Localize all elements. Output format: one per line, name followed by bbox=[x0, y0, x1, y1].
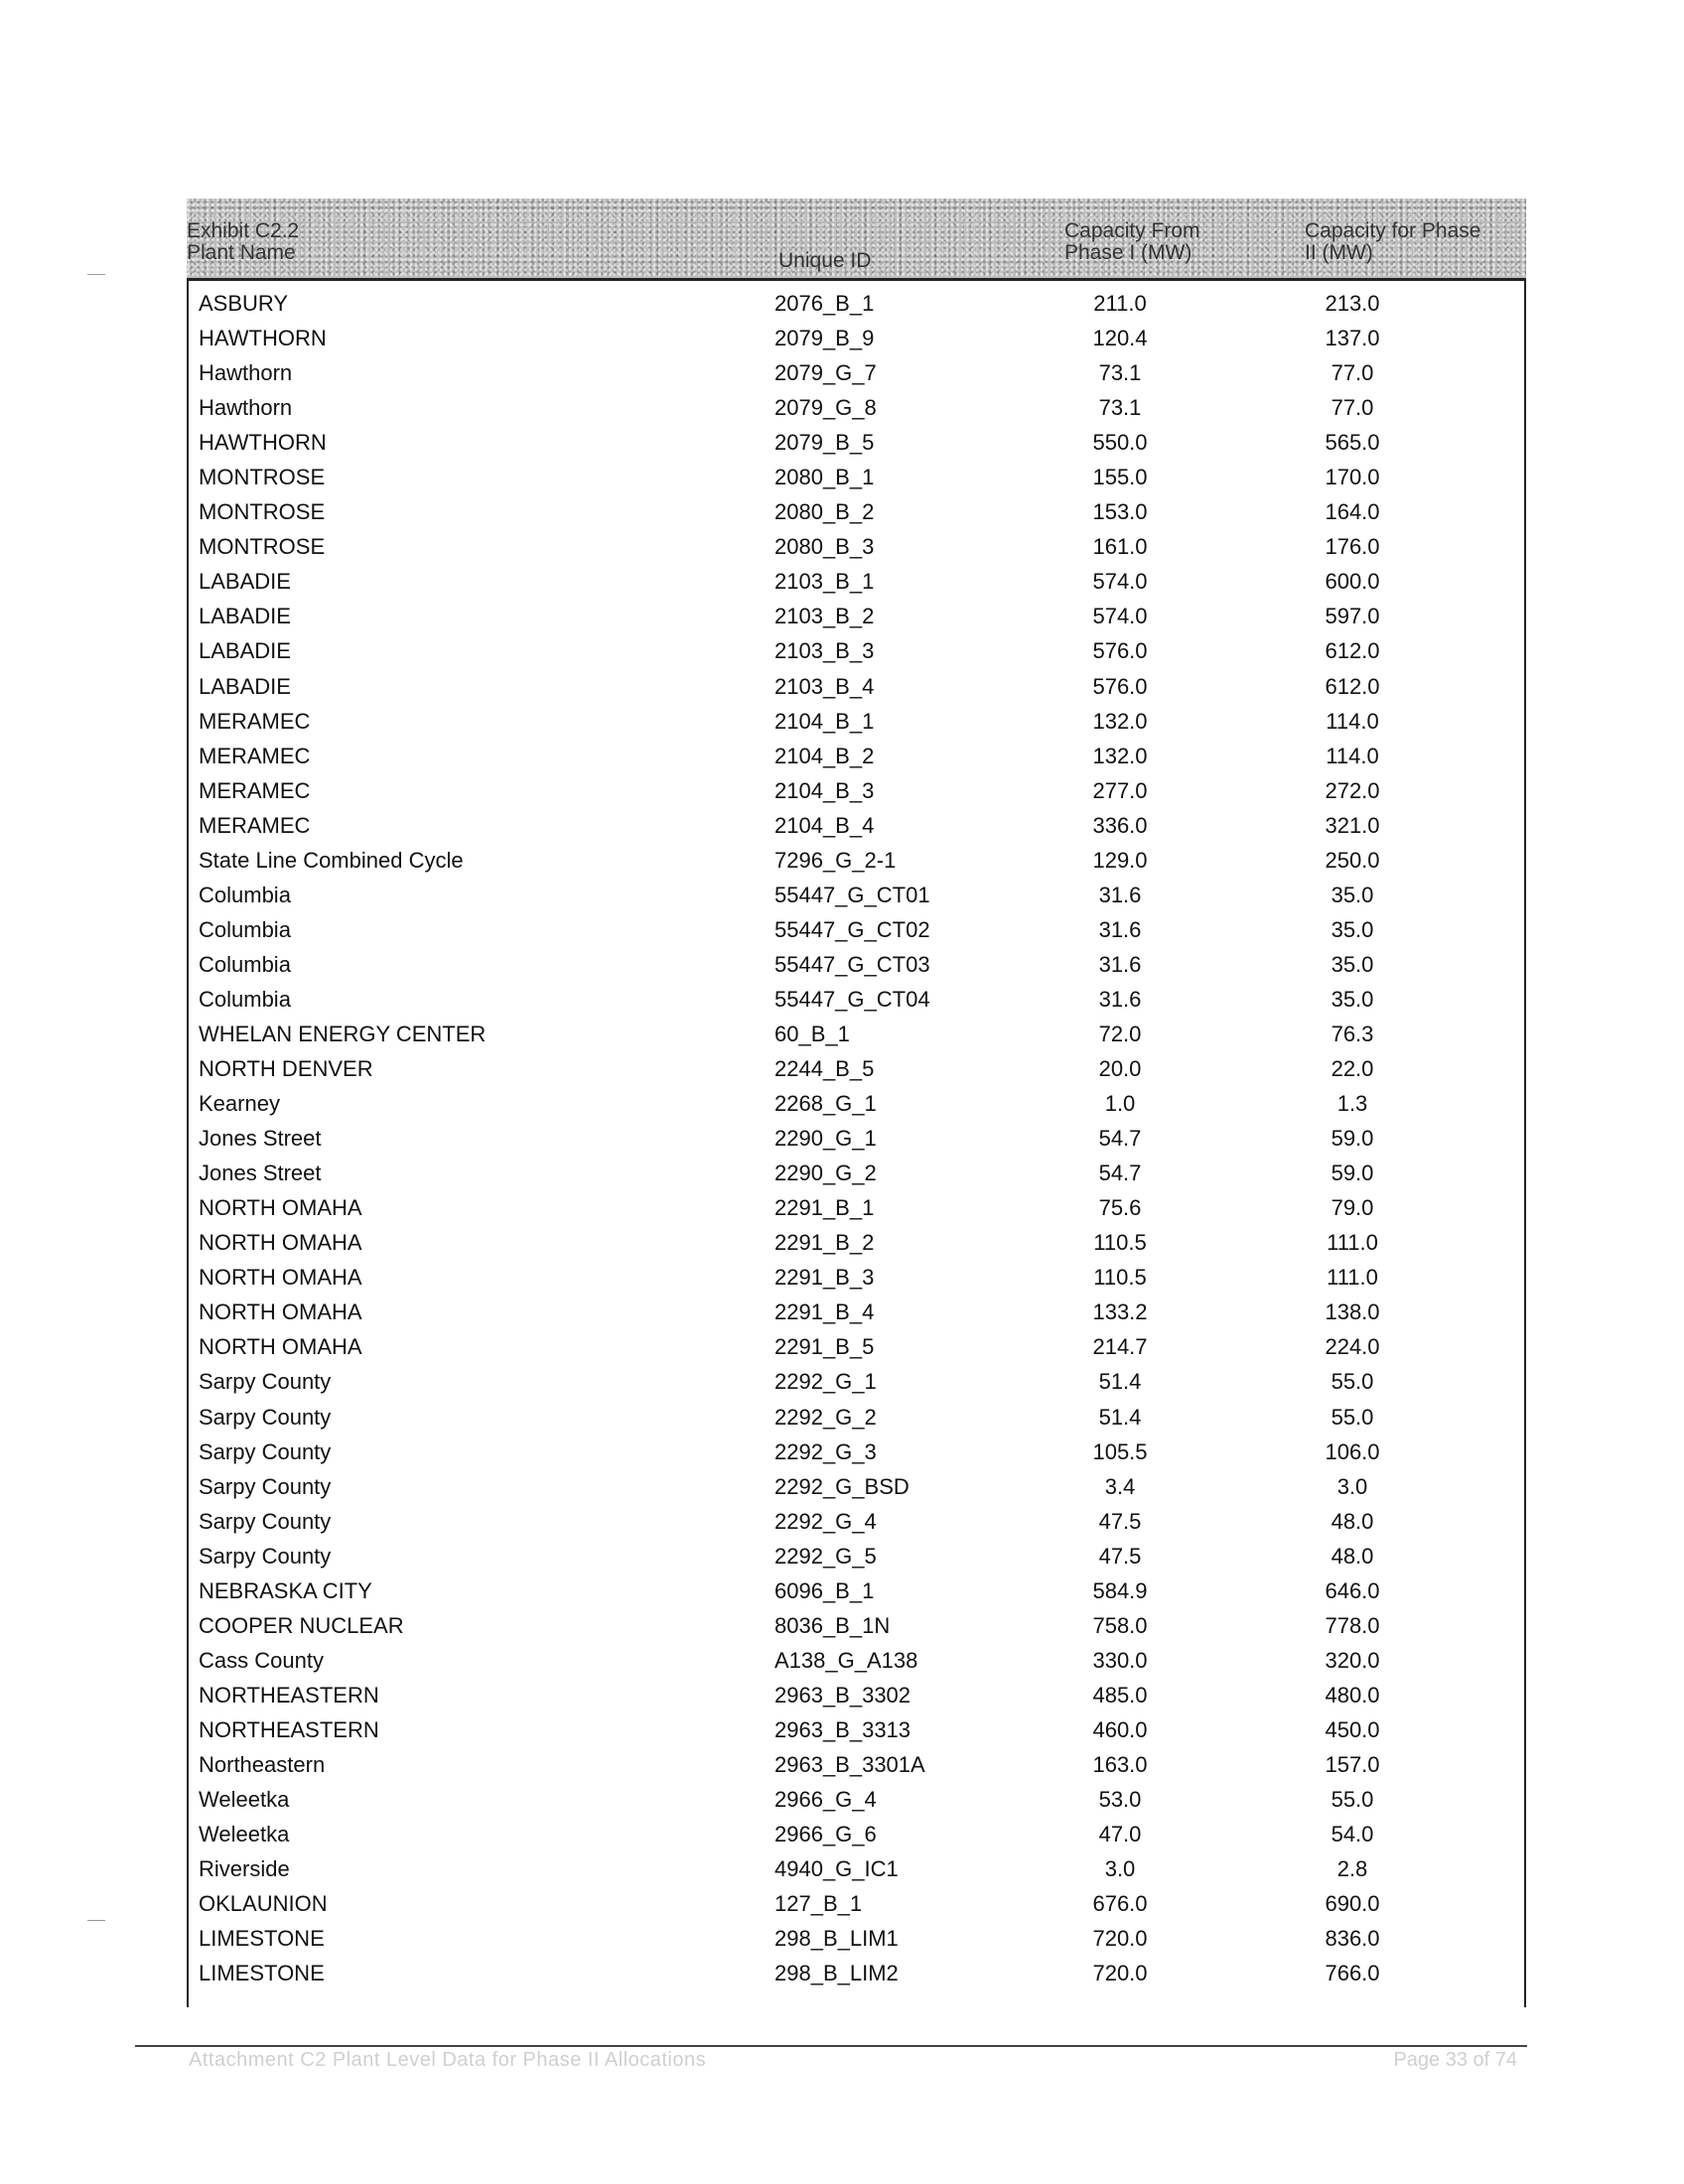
capacity-phase2-cell: 2.8 bbox=[1336, 1856, 1368, 1882]
unique-id-cell: 60_B_1 bbox=[774, 1021, 850, 1046]
capacity-phase2-cell: 48.0 bbox=[1331, 1508, 1374, 1534]
capacity-phase1-cell: 72.0 bbox=[1098, 1021, 1142, 1046]
capacity-phase1-cell: 211.0 bbox=[1093, 291, 1147, 316]
capacity-phase1-cell: 120.4 bbox=[1092, 326, 1148, 351]
capacity-phase2-cell: 35.0 bbox=[1331, 882, 1374, 907]
plant-name-cell: HAWTHORN bbox=[199, 326, 327, 351]
unique-id-cell: 2244_B_5 bbox=[774, 1056, 875, 1082]
capacity-phase1-cell: 129.0 bbox=[1092, 847, 1148, 873]
unique-id-cell: 2290_G_2 bbox=[774, 1160, 877, 1186]
capacity-phase2-cell: 272.0 bbox=[1325, 777, 1380, 803]
plant-name-cell: MERAMEC bbox=[199, 812, 311, 838]
unique-id-cell: 2292_G_2 bbox=[774, 1404, 877, 1430]
unique-id-cell: 2103_B_3 bbox=[774, 638, 875, 664]
table-row bbox=[187, 599, 1526, 633]
capacity-phase2-cell: 79.0 bbox=[1331, 1195, 1374, 1221]
capacity-phase2-cell: 55.0 bbox=[1331, 1404, 1374, 1430]
plant-name-cell: MONTROSE bbox=[199, 465, 326, 490]
capacity-phase1-cell: 51.4 bbox=[1098, 1404, 1142, 1430]
unique-id-cell: 2292_G_BSD bbox=[774, 1473, 910, 1499]
plant-name-cell: LABADIE bbox=[199, 569, 291, 595]
capacity-phase1-cell: 132.0 bbox=[1092, 743, 1148, 768]
plant-name-cell: Columbia bbox=[199, 916, 291, 942]
capacity-phase2-cell: 35.0 bbox=[1331, 951, 1374, 977]
plant-name-cell: Jones Street bbox=[199, 1126, 322, 1152]
header-unique-id: Unique ID bbox=[778, 249, 872, 272]
capacity-phase2-cell: 836.0 bbox=[1325, 1926, 1380, 1952]
capacity-phase1-cell: 110.5 bbox=[1093, 1230, 1147, 1256]
capacity-phase2-cell: 321.0 bbox=[1325, 812, 1380, 838]
plant-name-cell: NORTH DENVER bbox=[199, 1056, 373, 1082]
capacity-phase2-cell: 320.0 bbox=[1325, 1647, 1380, 1673]
header-exhibit: Exhibit C2.2 bbox=[187, 219, 300, 242]
capacity-phase1-cell: 3.0 bbox=[1104, 1856, 1136, 1882]
header-cap1-line1: Capacity From bbox=[1064, 219, 1200, 242]
unique-id-cell: 2292_G_4 bbox=[774, 1508, 877, 1534]
capacity-phase1-cell: 550.0 bbox=[1092, 430, 1148, 456]
unique-id-cell: 298_B_LIM2 bbox=[774, 1961, 899, 1986]
table-row bbox=[187, 1643, 1526, 1678]
table-row bbox=[187, 286, 1526, 321]
plant-name-cell: OKLAUNION bbox=[199, 1891, 328, 1917]
table-row bbox=[187, 1190, 1526, 1225]
unique-id-cell: 8036_B_1N bbox=[774, 1612, 891, 1638]
plant-name-cell: LABADIE bbox=[199, 638, 291, 664]
capacity-phase1-cell: 153.0 bbox=[1092, 499, 1148, 525]
footer-rule bbox=[135, 2045, 1527, 2047]
capacity-phase2-cell: 157.0 bbox=[1325, 1751, 1380, 1777]
unique-id-cell: 2103_B_4 bbox=[774, 673, 875, 699]
unique-id-cell: 2291_B_4 bbox=[774, 1299, 875, 1325]
capacity-phase1-cell: 51.4 bbox=[1098, 1369, 1142, 1395]
plant-name-cell: MONTROSE bbox=[199, 534, 326, 560]
margin-mark bbox=[87, 274, 105, 275]
unique-id-cell: 2104_B_1 bbox=[774, 708, 875, 734]
capacity-phase1-cell: 31.6 bbox=[1098, 916, 1142, 942]
plant-name-cell: NORTH OMAHA bbox=[199, 1334, 362, 1360]
table-row bbox=[187, 704, 1526, 739]
table-row bbox=[187, 1608, 1526, 1643]
unique-id-cell: 2104_B_3 bbox=[774, 777, 875, 803]
header-plant-label: Plant Name bbox=[187, 241, 296, 264]
header-cap2-line1: Capacity for Phase bbox=[1305, 219, 1481, 242]
table-row bbox=[187, 529, 1526, 564]
capacity-phase2-cell: 76.3 bbox=[1331, 1021, 1374, 1046]
capacity-phase1-cell: 676.0 bbox=[1092, 1891, 1148, 1917]
table-row bbox=[187, 1400, 1526, 1434]
capacity-phase2-cell: 778.0 bbox=[1325, 1612, 1380, 1638]
unique-id-cell: 2290_G_1 bbox=[774, 1126, 877, 1152]
plant-name-cell: NORTH OMAHA bbox=[199, 1299, 362, 1325]
margin-mark bbox=[87, 1920, 105, 1921]
capacity-phase1-cell: 31.6 bbox=[1098, 986, 1142, 1012]
table-row bbox=[187, 390, 1526, 425]
table-row bbox=[187, 564, 1526, 599]
capacity-phase1-cell: 460.0 bbox=[1092, 1716, 1148, 1742]
capacity-phase2-cell: 1.3 bbox=[1336, 1091, 1368, 1117]
table-row bbox=[187, 1051, 1526, 1086]
capacity-phase2-cell: 114.0 bbox=[1326, 708, 1379, 734]
table-body bbox=[187, 286, 1526, 1990]
table-row bbox=[187, 843, 1526, 878]
plant-name-cell: MERAMEC bbox=[199, 743, 311, 768]
plant-name-cell: Jones Street bbox=[199, 1160, 322, 1186]
table-row bbox=[187, 808, 1526, 843]
unique-id-cell: 2963_B_3301A bbox=[774, 1751, 925, 1777]
capacity-phase1-cell: 3.4 bbox=[1104, 1473, 1136, 1499]
table-row bbox=[187, 1678, 1526, 1712]
capacity-phase1-cell: 73.1 bbox=[1098, 395, 1142, 421]
table-row bbox=[187, 1225, 1526, 1260]
plant-name-cell: Riverside bbox=[199, 1856, 290, 1882]
plant-name-cell: State Line Combined Cycle bbox=[199, 847, 464, 873]
capacity-phase1-cell: 574.0 bbox=[1092, 569, 1148, 595]
table-row bbox=[187, 460, 1526, 494]
table-row bbox=[187, 1434, 1526, 1469]
table-row bbox=[187, 1364, 1526, 1399]
table-row bbox=[187, 1469, 1526, 1504]
plant-name-cell: NORTHEASTERN bbox=[199, 1682, 379, 1707]
capacity-phase2-cell: 450.0 bbox=[1325, 1716, 1380, 1742]
unique-id-cell: 2104_B_2 bbox=[774, 743, 875, 768]
exhibit-table bbox=[187, 199, 1526, 2007]
table-row bbox=[187, 912, 1526, 947]
plant-name-cell: Columbia bbox=[199, 882, 291, 907]
unique-id-cell: 2292_G_3 bbox=[774, 1438, 877, 1464]
table-row bbox=[187, 1747, 1526, 1782]
capacity-phase2-cell: 111.0 bbox=[1327, 1230, 1378, 1256]
table-row bbox=[187, 425, 1526, 460]
table-header bbox=[187, 199, 1526, 281]
unique-id-cell: 2966_G_6 bbox=[774, 1822, 877, 1847]
plant-name-cell: NORTH OMAHA bbox=[199, 1195, 362, 1221]
unique-id-cell: 2104_B_4 bbox=[774, 812, 875, 838]
unique-id-cell: 2080_B_2 bbox=[774, 499, 875, 525]
capacity-phase1-cell: 720.0 bbox=[1092, 1961, 1148, 1986]
plant-name-cell: MONTROSE bbox=[199, 499, 326, 525]
capacity-phase1-cell: 720.0 bbox=[1092, 1926, 1148, 1952]
plant-name-cell: Cass County bbox=[199, 1647, 324, 1673]
capacity-phase2-cell: 600.0 bbox=[1325, 569, 1380, 595]
plant-name-cell: Weleetka bbox=[199, 1822, 290, 1847]
capacity-phase1-cell: 31.6 bbox=[1098, 882, 1142, 907]
capacity-phase1-cell: 155.0 bbox=[1092, 465, 1148, 490]
unique-id-cell: 2103_B_2 bbox=[774, 604, 875, 629]
capacity-phase2-cell: 54.0 bbox=[1331, 1822, 1374, 1847]
header-capacity-phase1 bbox=[1064, 220, 1200, 264]
capacity-phase1-cell: 574.0 bbox=[1092, 604, 1148, 629]
unique-id-cell: 2080_B_1 bbox=[774, 465, 875, 490]
capacity-phase1-cell: 47.0 bbox=[1098, 1822, 1142, 1847]
header-plant-name bbox=[187, 220, 299, 264]
capacity-phase2-cell: 138.0 bbox=[1325, 1299, 1380, 1325]
capacity-phase2-cell: 59.0 bbox=[1331, 1160, 1374, 1186]
plant-name-cell: Sarpy County bbox=[199, 1473, 332, 1499]
capacity-phase1-cell: 576.0 bbox=[1092, 638, 1148, 664]
capacity-phase1-cell: 161.0 bbox=[1092, 534, 1148, 560]
capacity-phase2-cell: 55.0 bbox=[1331, 1369, 1374, 1395]
plant-name-cell: COOPER NUCLEAR bbox=[199, 1612, 404, 1638]
plant-name-cell: MERAMEC bbox=[199, 708, 311, 734]
capacity-phase2-cell: 35.0 bbox=[1331, 916, 1374, 942]
unique-id-cell: 6096_B_1 bbox=[774, 1577, 875, 1603]
capacity-phase2-cell: 646.0 bbox=[1325, 1577, 1380, 1603]
capacity-phase1-cell: 54.7 bbox=[1098, 1126, 1142, 1152]
footer-page-number: Page 33 of 74 bbox=[1393, 2049, 1517, 2071]
plant-name-cell: LABADIE bbox=[199, 673, 291, 699]
table-row bbox=[187, 1921, 1526, 1956]
plant-name-cell: LIMESTONE bbox=[199, 1961, 325, 1986]
unique-id-cell: 7296_G_2-1 bbox=[774, 847, 897, 873]
table-row bbox=[187, 947, 1526, 982]
unique-id-cell: 2079_B_5 bbox=[774, 430, 875, 456]
table-row bbox=[187, 982, 1526, 1017]
plant-name-cell: Sarpy County bbox=[199, 1508, 332, 1534]
capacity-phase2-cell: 612.0 bbox=[1325, 673, 1380, 699]
table-row bbox=[187, 1817, 1526, 1851]
capacity-phase2-cell: 250.0 bbox=[1325, 847, 1380, 873]
table-row bbox=[187, 773, 1526, 808]
table-row bbox=[187, 1260, 1526, 1295]
capacity-phase1-cell: 110.5 bbox=[1093, 1265, 1147, 1291]
capacity-phase2-cell: 176.0 bbox=[1325, 534, 1380, 560]
capacity-phase2-cell: 77.0 bbox=[1331, 395, 1374, 421]
capacity-phase1-cell: 277.0 bbox=[1092, 777, 1148, 803]
capacity-phase1-cell: 584.9 bbox=[1092, 1577, 1148, 1603]
capacity-phase1-cell: 485.0 bbox=[1092, 1682, 1148, 1707]
capacity-phase2-cell: 612.0 bbox=[1325, 638, 1380, 664]
plant-name-cell: Sarpy County bbox=[199, 1404, 332, 1430]
unique-id-cell: 2076_B_1 bbox=[774, 291, 875, 316]
unique-id-cell: 2292_G_1 bbox=[774, 1369, 877, 1395]
header-cap2-line2: II (MW) bbox=[1305, 241, 1373, 264]
capacity-phase1-cell: 53.0 bbox=[1098, 1787, 1142, 1813]
capacity-phase1-cell: 31.6 bbox=[1098, 951, 1142, 977]
plant-name-cell: LIMESTONE bbox=[199, 1926, 325, 1952]
header-cap1-line2: Phase I (MW) bbox=[1064, 241, 1193, 264]
capacity-phase1-cell: 133.2 bbox=[1092, 1299, 1148, 1325]
table-row bbox=[187, 494, 1526, 529]
plant-name-cell: LABADIE bbox=[199, 604, 291, 629]
capacity-phase2-cell: 213.0 bbox=[1325, 291, 1380, 316]
header-capacity-phase2 bbox=[1305, 220, 1480, 264]
unique-id-cell: 55447_G_CT04 bbox=[774, 986, 930, 1012]
plant-name-cell: Columbia bbox=[199, 951, 291, 977]
table-row bbox=[187, 1504, 1526, 1539]
unique-id-cell: 2079_B_9 bbox=[774, 326, 875, 351]
plant-name-cell: Northeastern bbox=[199, 1751, 326, 1777]
capacity-phase2-cell: 59.0 bbox=[1331, 1126, 1374, 1152]
capacity-phase2-cell: 111.0 bbox=[1327, 1265, 1378, 1291]
table-row bbox=[187, 1086, 1526, 1121]
capacity-phase1-cell: 54.7 bbox=[1098, 1160, 1142, 1186]
capacity-phase2-cell: 106.0 bbox=[1325, 1438, 1380, 1464]
capacity-phase1-cell: 105.5 bbox=[1092, 1438, 1148, 1464]
capacity-phase2-cell: 170.0 bbox=[1325, 465, 1380, 490]
capacity-phase2-cell: 480.0 bbox=[1325, 1682, 1380, 1707]
capacity-phase2-cell: 766.0 bbox=[1325, 1961, 1380, 1986]
capacity-phase2-cell: 565.0 bbox=[1325, 430, 1380, 456]
table-row bbox=[187, 878, 1526, 912]
capacity-phase2-cell: 224.0 bbox=[1325, 1334, 1380, 1360]
capacity-phase2-cell: 77.0 bbox=[1331, 360, 1374, 386]
plant-name-cell: Sarpy County bbox=[199, 1438, 332, 1464]
plant-name-cell: Sarpy County bbox=[199, 1543, 332, 1569]
capacity-phase1-cell: 330.0 bbox=[1092, 1647, 1148, 1673]
capacity-phase2-cell: 597.0 bbox=[1325, 604, 1380, 629]
unique-id-cell: 4940_G_IC1 bbox=[774, 1856, 899, 1882]
unique-id-cell: 2966_G_4 bbox=[774, 1787, 877, 1813]
unique-id-cell: 2103_B_1 bbox=[774, 569, 875, 595]
unique-id-cell: 2291_B_1 bbox=[774, 1195, 875, 1221]
table-row bbox=[187, 1956, 1526, 1990]
plant-name-cell: Sarpy County bbox=[199, 1369, 332, 1395]
capacity-phase1-cell: 576.0 bbox=[1092, 673, 1148, 699]
capacity-phase1-cell: 75.6 bbox=[1098, 1195, 1142, 1221]
table-row bbox=[187, 1121, 1526, 1156]
capacity-phase1-cell: 47.5 bbox=[1098, 1508, 1142, 1534]
table-row bbox=[187, 1295, 1526, 1329]
plant-name-cell: Kearney bbox=[199, 1091, 280, 1117]
capacity-phase2-cell: 114.0 bbox=[1326, 743, 1379, 768]
unique-id-cell: 2292_G_5 bbox=[774, 1543, 877, 1569]
table-row bbox=[187, 669, 1526, 704]
capacity-phase2-cell: 164.0 bbox=[1325, 499, 1380, 525]
table-row bbox=[187, 1782, 1526, 1817]
capacity-phase1-cell: 336.0 bbox=[1092, 812, 1148, 838]
unique-id-cell: 2268_G_1 bbox=[774, 1091, 877, 1117]
plant-name-cell: NORTHEASTERN bbox=[199, 1716, 379, 1742]
table-row bbox=[187, 1017, 1526, 1051]
capacity-phase2-cell: 35.0 bbox=[1331, 986, 1374, 1012]
unique-id-cell: 127_B_1 bbox=[774, 1891, 863, 1917]
unique-id-cell: A138_G_A138 bbox=[774, 1647, 918, 1673]
unique-id-cell: 298_B_LIM1 bbox=[774, 1926, 899, 1952]
capacity-phase2-cell: 3.0 bbox=[1336, 1473, 1368, 1499]
capacity-phase1-cell: 47.5 bbox=[1098, 1543, 1142, 1569]
capacity-phase1-cell: 20.0 bbox=[1098, 1056, 1142, 1082]
footer-left-text: Attachment C2 Plant Level Data for Phase II Allocations bbox=[189, 2049, 707, 2071]
unique-id-cell: 2079_G_8 bbox=[774, 395, 877, 421]
plant-name-cell: NORTH OMAHA bbox=[199, 1265, 362, 1291]
unique-id-cell: 2963_B_3302 bbox=[774, 1682, 912, 1707]
plant-name-cell: HAWTHORN bbox=[199, 430, 327, 456]
table-row bbox=[187, 355, 1526, 390]
capacity-phase1-cell: 73.1 bbox=[1098, 360, 1142, 386]
unique-id-cell: 2291_B_5 bbox=[774, 1334, 875, 1360]
capacity-phase2-cell: 22.0 bbox=[1331, 1056, 1374, 1082]
plant-name-cell: NORTH OMAHA bbox=[199, 1230, 362, 1256]
table-row bbox=[187, 1851, 1526, 1886]
capacity-phase2-cell: 690.0 bbox=[1325, 1891, 1380, 1917]
plant-name-cell: NEBRASKA CITY bbox=[199, 1577, 372, 1603]
unique-id-cell: 55447_G_CT01 bbox=[774, 882, 930, 907]
table-row bbox=[187, 1886, 1526, 1921]
unique-id-cell: 2291_B_3 bbox=[774, 1265, 875, 1291]
table-row bbox=[187, 1712, 1526, 1747]
unique-id-cell: 2080_B_3 bbox=[774, 534, 875, 560]
capacity-phase1-cell: 132.0 bbox=[1092, 708, 1148, 734]
plant-name-cell: MERAMEC bbox=[199, 777, 311, 803]
plant-name-cell: Weleetka bbox=[199, 1787, 290, 1813]
table-row bbox=[187, 1156, 1526, 1190]
table-row bbox=[187, 1539, 1526, 1573]
capacity-phase2-cell: 137.0 bbox=[1325, 326, 1380, 351]
table-row bbox=[187, 633, 1526, 668]
plant-name-cell: WHELAN ENERGY CENTER bbox=[199, 1021, 487, 1046]
table-row bbox=[187, 321, 1526, 355]
capacity-phase1-cell: 214.7 bbox=[1092, 1334, 1148, 1360]
capacity-phase1-cell: 1.0 bbox=[1104, 1091, 1136, 1117]
capacity-phase1-cell: 758.0 bbox=[1092, 1612, 1148, 1638]
capacity-phase2-cell: 55.0 bbox=[1331, 1787, 1374, 1813]
table-row bbox=[187, 1573, 1526, 1608]
unique-id-cell: 55447_G_CT03 bbox=[774, 951, 930, 977]
plant-name-cell: ASBURY bbox=[199, 291, 289, 316]
capacity-phase1-cell: 163.0 bbox=[1092, 1751, 1148, 1777]
unique-id-cell: 2963_B_3313 bbox=[774, 1716, 912, 1742]
table-row bbox=[187, 1329, 1526, 1364]
plant-name-cell: Hawthorn bbox=[199, 395, 293, 421]
unique-id-cell: 2291_B_2 bbox=[774, 1230, 875, 1256]
plant-name-cell: Columbia bbox=[199, 986, 291, 1012]
unique-id-cell: 55447_G_CT02 bbox=[774, 916, 930, 942]
unique-id-cell: 2079_G_7 bbox=[774, 360, 877, 386]
plant-name-cell: Hawthorn bbox=[199, 360, 293, 386]
table-row bbox=[187, 739, 1526, 773]
capacity-phase2-cell: 48.0 bbox=[1331, 1543, 1374, 1569]
